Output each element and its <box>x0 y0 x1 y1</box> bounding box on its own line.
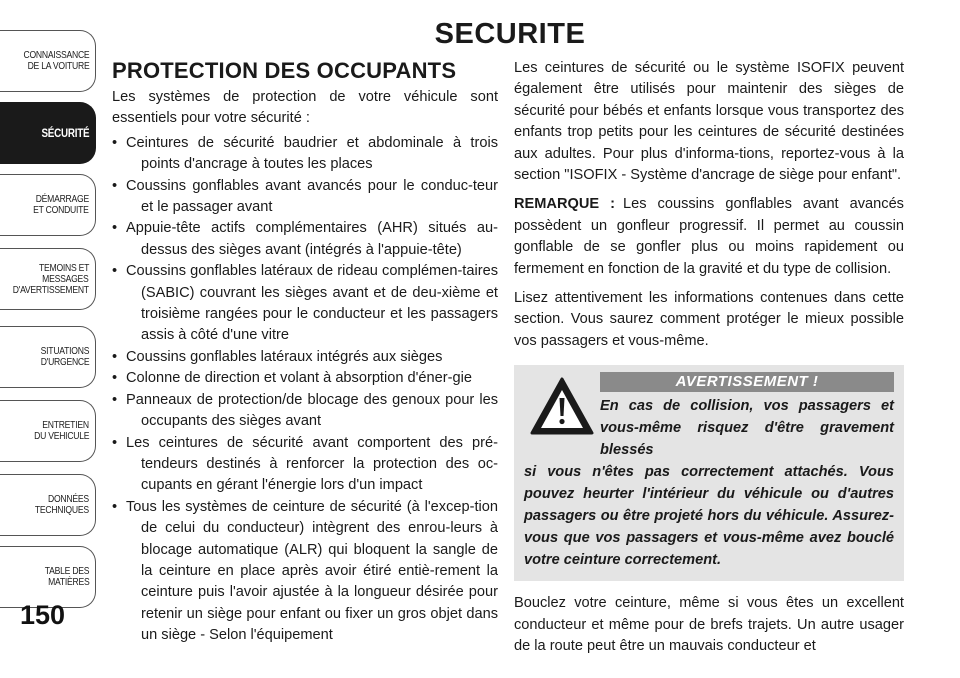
buckle-up-paragraph: Bouclez votre ceinture, même si vous êtes un excellent conducteur et même pour de brefs trajets. Un autre usager de la route peut être un mauvais conducteur et <box>514 595 904 655</box>
warning-box <box>514 365 904 581</box>
intro-paragraph: Les systèmes de protection de votre véhicule sont essentiels pour votre sécurité : <box>112 89 498 127</box>
remark-paragraph <box>514 194 904 280</box>
sidebar-tab[interactable] <box>0 326 96 388</box>
sidebar-tab[interactable] <box>0 474 96 536</box>
list-item: • Les ceintures de sécurité avant comportent des pré-tendeurs destinés à renforcer la protection des oc-cupants en gérant l'énergie lors d'un impact <box>112 433 498 497</box>
sidebar-tab-label: TABLE DES <box>44 565 89 577</box>
remark-text: Les coussins gonflables avant avancés possèdent un gonfleur progressif. Il permet au coussin gonflable de se gonfler plus ou moins rapidement ou fermement en fonction de la gravité et du type de collision. <box>514 196 904 277</box>
warning-triangle-icon <box>524 372 600 440</box>
sidebar-tab-label: D'AVERTISSEMENT <box>12 283 89 296</box>
sidebar-tab-label: DONNÉES <box>48 493 89 505</box>
list-item: • Colonne de direction et volant à absorption d'éner-gie <box>112 368 498 389</box>
sidebar-tab-label: D'URGENCE <box>40 356 89 368</box>
protection-list <box>112 133 498 647</box>
sidebar-tab[interactable] <box>0 102 96 164</box>
sidebar-tab[interactable] <box>0 400 96 462</box>
list-item: • Coussins gonflables latéraux intégrés aux sièges <box>112 347 498 368</box>
sidebar-tab-label: TEMOINS ET <box>38 261 89 274</box>
warning-text-top: En cas de collision, vos passagers et vous-même risquez d'être gravement blessés <box>600 398 894 459</box>
chapter-sidebar <box>0 0 100 678</box>
list-item: • Coussins gonflables latéraux de rideau complémen-taires (SABIC) couvrant les sièges avant et de deu-xième et troisième rangées pour le conducteur et les passagers assis à côté d'une vitre <box>112 261 498 347</box>
sidebar-tab-label: CONNAISSANCE <box>23 49 89 61</box>
isofix-paragraph: Les ceintures de sécurité ou le système ISOFIX peuvent également être utilisés pour maintenir des sièges de sécurité pour bébés et enfants lorsque vous transportez des enfants trop petits pour les ceintures de sécurité destinées aux adultes. Pour plus d'informa-tions, reportez-vous à la section "ISOFIX - Système d'ancrage de siège pour enfant". <box>514 60 904 184</box>
sidebar-tab-label: ENTRETIEN <box>42 419 89 431</box>
list-item: • Appuie-tête actifs complémentaires (AHR) situés au-dessus des sièges avant (intégrés à l'appuie-tête) <box>112 218 498 261</box>
sidebar-tab-label: DU VEHICULE <box>33 430 89 442</box>
sidebar-tab-label: DE LA VOITURE <box>27 60 89 72</box>
sidebar-tab-label: MATIÈRES <box>47 576 89 588</box>
list-item: • Ceintures de sécurité baudrier et abdominale à trois points d'ancrage à toutes les places <box>112 133 498 176</box>
sidebar-tab-label: ET CONDUITE <box>33 204 89 216</box>
list-item: • Tous les systèmes de ceinture de sécurité (à l'excep-tion de celui du conducteur) intègrent des enrou-leurs à blocage automatique (ALR) qui bloquent la sangle de la ceinture en place après avoir étiré entiè-rement la ceinture puis l'avoir ajustée à la longueur désirée pour retenir un siège pour enfant ou fixer un gros objet dans un siège - Selon l'équipement <box>112 497 498 647</box>
sidebar-tab-label: MESSAGES <box>42 272 89 285</box>
list-item: • Coussins gonflables avant avancés pour le conduc-teur et le passager avant <box>112 176 498 219</box>
sidebar-tab-label: DÉMARRAGE <box>35 193 89 205</box>
warning-title: AVERTISSEMENT ! <box>600 372 894 392</box>
sidebar-tab-label: SÉCURITÉ <box>41 125 89 140</box>
right-column <box>514 58 904 666</box>
sidebar-tab[interactable] <box>0 248 96 310</box>
sidebar-tab[interactable] <box>0 546 96 608</box>
left-column <box>112 58 498 647</box>
sidebar-tab-label: TECHNIQUES <box>35 504 89 516</box>
remark-label: REMARQUE : <box>514 196 616 213</box>
subtitle: PROTECTION DES OCCUPANTS <box>112 58 457 83</box>
section-title: SECURITE <box>434 18 586 50</box>
sidebar-tab[interactable] <box>0 174 96 236</box>
sidebar-tab-label: SITUATIONS <box>40 345 89 357</box>
page-number: 150 <box>20 600 66 630</box>
read-carefully-paragraph: Lisez attentivement les informations contenues dans cette section. Vous saurez comment protéger le mieux possible vos passagers et vous-même. <box>514 290 904 349</box>
list-item: • Panneaux de protection/de blocage des genoux pour les occupants des sièges avant <box>112 390 498 433</box>
warning-text-bottom: si vous n'êtes pas correctement attachés. Vous pouvez heurter l'intérieur du véhicule ou d'autres passagers ou être projeté hors du véhicule. Assurez-vous que vos passagers et vous-même avez bouclé votre ceinture correctement. <box>524 464 894 569</box>
